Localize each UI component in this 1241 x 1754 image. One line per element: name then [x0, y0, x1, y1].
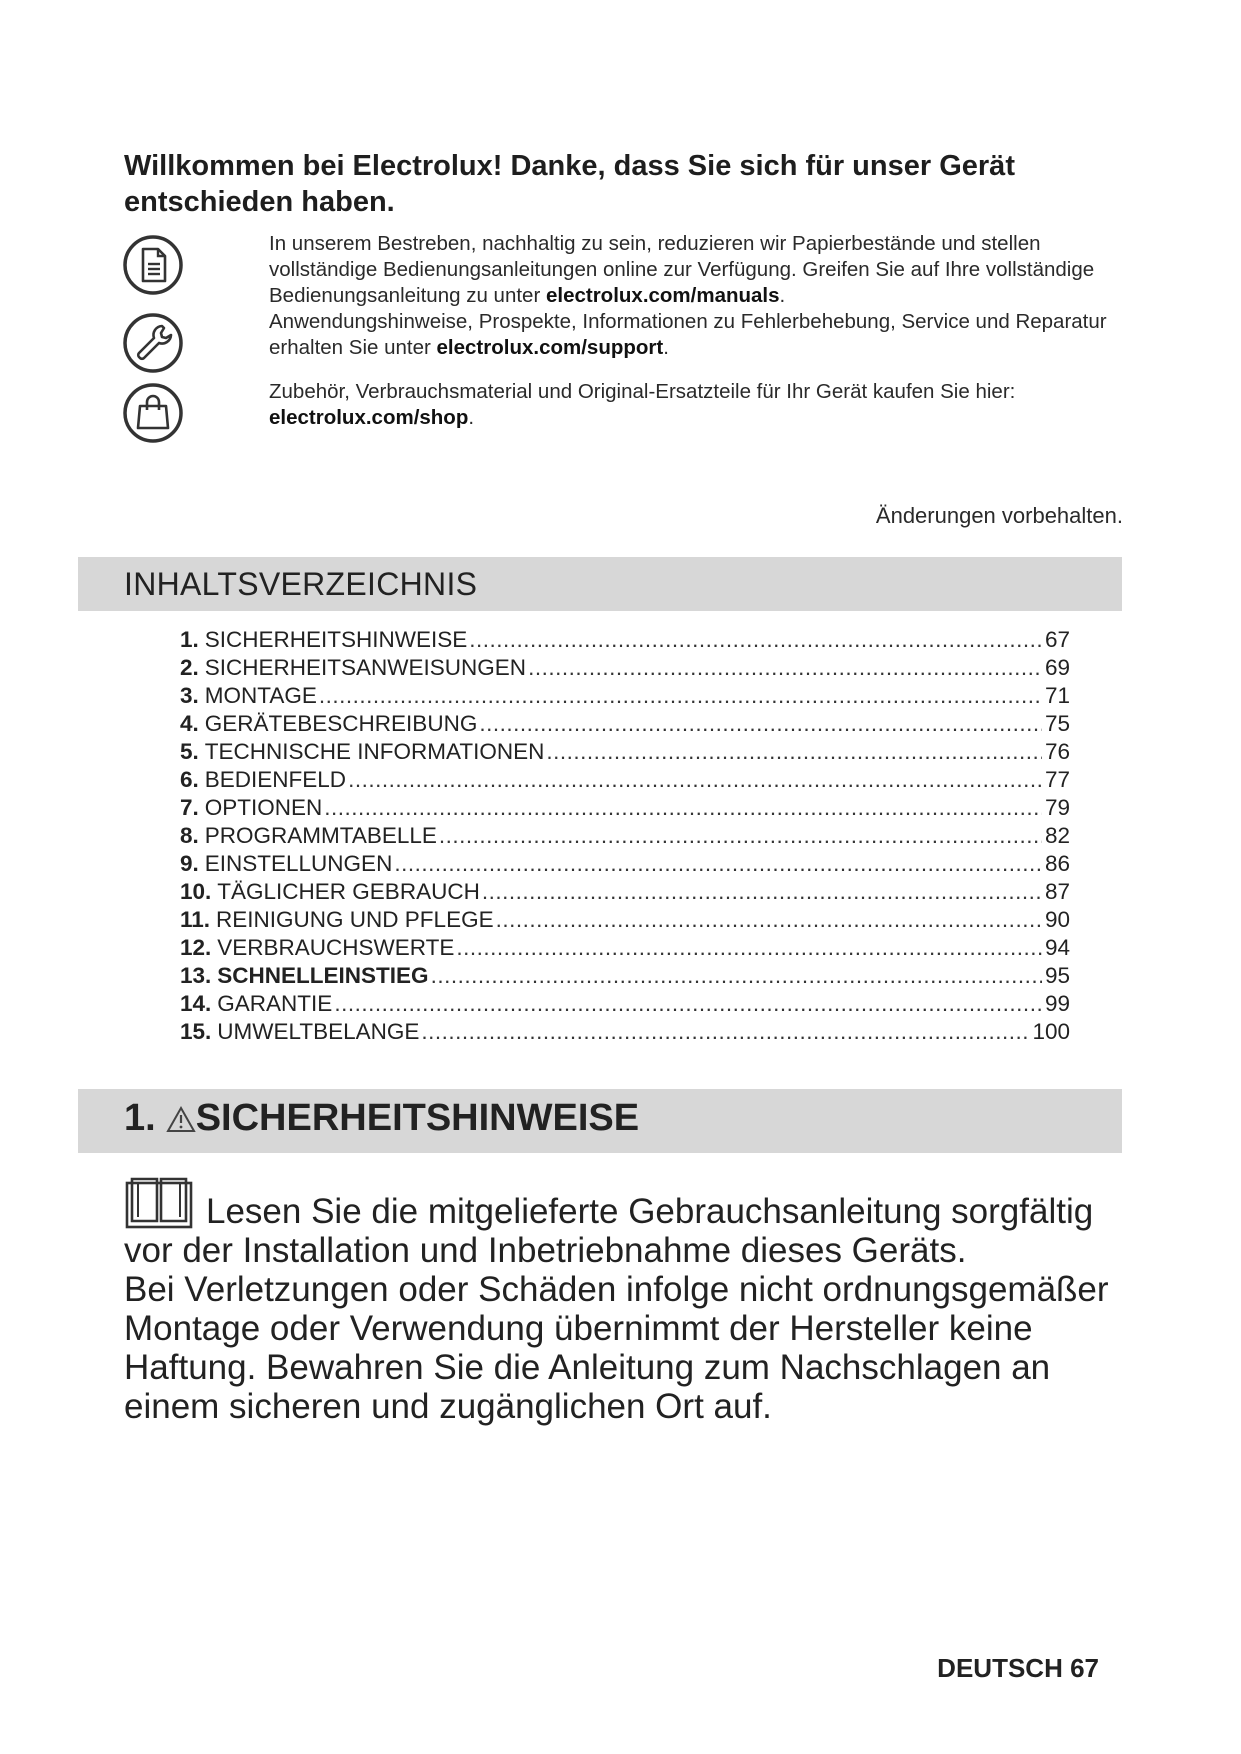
toc-entry-number: 5. — [180, 739, 199, 764]
toc-entry-title: TECHNISCHE INFORMATIONEN — [204, 739, 545, 764]
shopping-bag-icon — [122, 382, 184, 444]
toc-entry[interactable] — [180, 990, 1070, 1018]
toc-dot-leader — [528, 654, 1042, 682]
toc-entry-number: 6. — [180, 767, 199, 792]
toc-dot-leader — [439, 822, 1042, 850]
toc-entry[interactable] — [180, 850, 1070, 878]
toc-entry[interactable] — [180, 906, 1070, 934]
toc-entry[interactable] — [180, 626, 1070, 654]
toc-entry-page: 87 — [1044, 879, 1070, 904]
toc-entry-title: SICHERHEITSHINWEISE — [204, 627, 468, 652]
toc-entry-title: OPTIONEN — [204, 795, 323, 820]
toc-entry-page: 82 — [1044, 823, 1070, 848]
section-number: 1. — [124, 1097, 156, 1139]
toc-entry-page: 75 — [1044, 711, 1070, 736]
toc-entry-page: 94 — [1044, 935, 1070, 960]
table-of-contents — [180, 626, 1070, 1046]
toc-entry-number: 3. — [180, 683, 199, 708]
toc-entry-page: 99 — [1044, 991, 1070, 1016]
toc-entry[interactable] — [180, 682, 1070, 710]
toc-entry-page: 67 — [1044, 627, 1070, 652]
toc-entry[interactable] — [180, 710, 1070, 738]
section-para-1: Lesen Sie die mitgelieferte Gebrauchsanleitung sorgfältig vor der Installation und Inbetriebnahme dieses Geräts. — [124, 1192, 1094, 1270]
section-title: SICHERHEITSHINWEISE — [195, 1097, 640, 1139]
footer-page-number: 67 — [1070, 1653, 1099, 1683]
toc-dot-leader — [431, 962, 1042, 990]
toc-entry-title: SCHNELLEINSTIEG — [217, 963, 429, 988]
toc-entry-number: 11. — [180, 907, 211, 932]
shop-text: Zubehör, Verbrauchsmaterial und Original-Ersatzteile für Ihr Gerät kaufen Sie hier: — [269, 380, 1016, 403]
toc-dot-leader — [456, 934, 1042, 962]
manuals-text: In unserem Bestreben, nachhaltig zu sein, reduzieren wir Papierbestände und stellen vollständige Bedienungsanleitungen online zur Verfügung. Greifen Sie auf Ihre vollständige Bedienungsanleitung zu unter — [269, 232, 1095, 307]
shop-info: Zubehör, Verbrauchsmaterial und Original-Ersatzteile für Ihr Gerät kaufen Sie hier: electrolux.com/shop. — [269, 380, 1016, 429]
toc-dot-leader — [482, 878, 1042, 906]
section-para-2: Bei Verletzungen oder Schäden infolge nicht ordnungsgemäßer Montage oder Verwendung übernimmt der Hersteller keine Haftung. Bewahren Sie die Anleitung zum Nachschlagen an einem sicheren und zugänglichen Ort auf. — [124, 1270, 1109, 1426]
footer-language: DEUTSCH — [937, 1653, 1063, 1683]
toc-entry[interactable] — [180, 822, 1070, 850]
toc-dot-leader — [479, 710, 1042, 738]
toc-entry-page: 95 — [1044, 963, 1070, 988]
toc-entry-number: 15. — [180, 1019, 212, 1044]
toc-entry-number: 8. — [180, 823, 199, 848]
toc-dot-leader — [469, 626, 1042, 654]
toc-entry-number: 9. — [180, 851, 199, 876]
toc-dot-leader — [334, 990, 1042, 1018]
toc-entry[interactable] — [180, 766, 1070, 794]
toc-entry-page: 76 — [1044, 739, 1070, 764]
shop-link[interactable]: electrolux.com/shop — [269, 406, 469, 429]
toc-entry-number: 1. — [180, 627, 199, 652]
support-link[interactable]: electrolux.com/support — [436, 336, 664, 359]
toc-entry-title: BEDIENFELD — [204, 767, 347, 792]
toc-entry-title: GARANTIE — [217, 991, 333, 1016]
toc-entry-number: 4. — [180, 711, 199, 736]
manuals-info: In unserem Bestreben, nachhaltig zu sein, reduzieren wir Papierbestände und stellen vollständige Bedienungsanleitungen online zur Verfügung. Greifen Sie auf Ihre vollständige Bedienungsanleitung zu unter electrolux.com/manuals. Anwendungshinweise, Prospekte, Informationen zu Fehlerbehebung, Service und Reparatur erhalten Sie unter electrolux.com/support. — [269, 232, 1107, 359]
toc-entry-title: MONTAGE — [204, 683, 317, 708]
toc-dot-leader — [348, 766, 1042, 794]
toc-dot-leader — [496, 906, 1042, 934]
toc-entry[interactable] — [180, 878, 1070, 906]
toc-entry-title: EINSTELLUNGEN — [204, 851, 393, 876]
toc-entry-title: REINIGUNG UND PFLEGE — [216, 907, 494, 932]
toc-entry-number: 7. — [180, 795, 199, 820]
warning-triangle-icon — [166, 1105, 196, 1133]
toc-entry[interactable] — [180, 1018, 1070, 1046]
toc-entry-number: 13. — [180, 963, 212, 988]
page-footer — [937, 1653, 1099, 1684]
toc-entry-title: GERÄTEBESCHREIBUNG — [204, 711, 478, 736]
toc-entry-title: SICHERHEITSANWEISUNGEN — [204, 655, 527, 680]
toc-entry-number: 12. — [180, 935, 212, 960]
toc-entry-title: TÄGLICHER GEBRAUCH — [217, 879, 480, 904]
welcome-title: Willkommen bei Electrolux! Danke, dass Sie sich für unser Gerät entschieden haben. — [124, 150, 1015, 218]
toc-dot-leader — [546, 738, 1042, 766]
toc-entry-number: 10. — [180, 879, 212, 904]
section-body — [124, 1175, 1124, 1426]
support-text: Anwendungshinweise, Prospekte, Informationen zu Fehlerbehebung, Service und Reparatur erhalten Sie unter — [269, 310, 1107, 359]
toc-entry-title: UMWELTBELANGE — [217, 1019, 420, 1044]
toc-entry[interactable] — [180, 794, 1070, 822]
toc-entry-page: 71 — [1044, 683, 1070, 708]
changes-note: Änderungen vorbehalten. — [875, 503, 1123, 528]
toc-entry[interactable] — [180, 934, 1070, 962]
toc-dot-leader — [324, 794, 1042, 822]
toc-entry[interactable] — [180, 654, 1070, 682]
toc-entry-page: 86 — [1044, 851, 1070, 876]
toc-entry-page: 79 — [1044, 795, 1070, 820]
toc-entry-page: 69 — [1044, 655, 1070, 680]
toc-dot-leader — [394, 850, 1042, 878]
document-icon — [122, 234, 184, 296]
toc-heading: INHALTSVERZEICHNIS — [124, 566, 478, 602]
toc-entry-title: VERBRAUCHSWERTE — [217, 935, 455, 960]
toc-entry[interactable] — [180, 962, 1070, 990]
toc-entry-number: 2. — [180, 655, 199, 680]
toc-entry-number: 14. — [180, 991, 212, 1016]
toc-entry-title: PROGRAMMTABELLE — [204, 823, 437, 848]
toc-entry[interactable] — [180, 738, 1070, 766]
toc-entry-page: 90 — [1044, 907, 1070, 932]
toc-entry-page: 77 — [1044, 767, 1070, 792]
section-heading — [124, 1097, 639, 1140]
toc-dot-leader — [421, 1018, 1030, 1046]
toc-entry-page: 100 — [1032, 1019, 1070, 1044]
open-book-icon — [124, 1175, 194, 1231]
toc-dot-leader — [319, 682, 1042, 710]
wrench-icon — [122, 312, 184, 374]
manuals-link[interactable]: electrolux.com/manuals — [545, 284, 780, 307]
